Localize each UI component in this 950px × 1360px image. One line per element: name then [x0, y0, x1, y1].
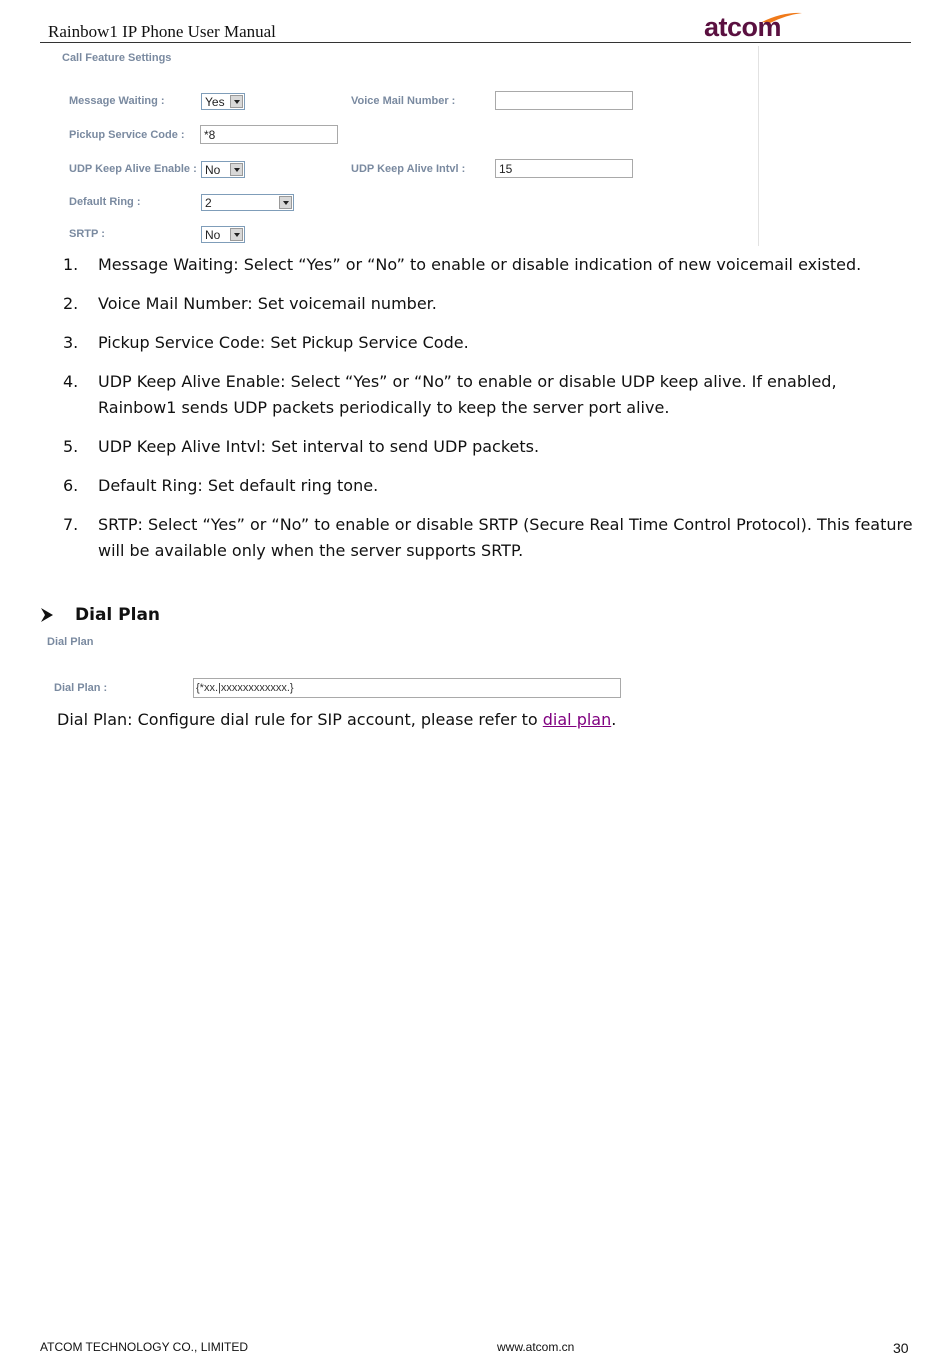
default-ring-select[interactable] [201, 194, 294, 211]
srtp-select[interactable] [201, 226, 245, 243]
message-waiting-select[interactable] [201, 93, 245, 110]
message-waiting-value: Yes [205, 95, 225, 109]
logo-text: atcom [704, 12, 782, 42]
list-item-number: 1. [63, 255, 79, 274]
default-ring-label: Default Ring : [69, 196, 141, 208]
default-ring-value: 2 [205, 196, 212, 210]
description-text: Dial Plan: Configure dial rule for SIP account, please refer to [57, 710, 543, 729]
dial-plan-link[interactable]: dial plan [542, 710, 612, 729]
voice-mail-number-label: Voice Mail Number : [351, 95, 456, 107]
call-feature-settings-panel [40, 46, 759, 246]
list-item-number: 3. [63, 333, 79, 352]
list-item: Voice Mail Number: Set voicemail number. [98, 294, 437, 313]
dial-plan-label: Dial Plan : [54, 682, 108, 694]
page-number: 30 [893, 1340, 909, 1356]
chevron-down-icon[interactable] [279, 196, 292, 209]
header-divider [40, 42, 911, 43]
udp-keep-alive-enable-select[interactable] [201, 161, 245, 178]
srtp-label: SRTP : [69, 228, 105, 240]
dial-plan-input[interactable]: {*xx.|xxxxxxxxxxxx.} [193, 678, 621, 698]
pickup-service-code-label: Pickup Service Code : [69, 129, 185, 141]
chevron-down-icon[interactable] [230, 163, 243, 176]
list-item: Message Waiting: Select “Yes” or “No” to enable or disable indication of new voicemail existed. [98, 255, 862, 274]
dial-plan-panel-title: Dial Plan [47, 636, 94, 648]
list-item: UDP Keep Alive Enable: Select “Yes” or “No” to enable or disable UDP keep alive. If enabled, Rainbow1 sends UDP packets periodically to keep the server port alive. [98, 372, 837, 417]
list-item-number: 6. [63, 476, 79, 495]
list-item-number: 2. [63, 294, 79, 313]
list-item: Pickup Service Code: Set Pickup Service Code. [98, 333, 469, 352]
udp-keep-alive-intvl-input[interactable]: 15 [495, 159, 633, 178]
list-item: UDP Keep Alive Intvl: Set interval to send UDP packets. [98, 437, 540, 456]
udp-keep-alive-enable-value: No [205, 163, 221, 177]
section-heading: Dial Plan [75, 605, 161, 625]
chevron-down-icon[interactable] [230, 95, 243, 108]
list-item-number: 5. [63, 437, 79, 456]
document-title: Rainbow1 IP Phone User Manual [48, 22, 276, 41]
list-item-number: 4. [63, 372, 79, 391]
atcom-logo [700, 10, 810, 42]
panel-title: Call Feature Settings [62, 52, 172, 64]
list-item-number: 7. [63, 515, 79, 534]
arrowhead-bullet-icon [40, 606, 54, 624]
srtp-value: No [205, 228, 221, 242]
chevron-down-icon[interactable] [230, 228, 243, 241]
voice-mail-number-input[interactable] [495, 91, 633, 110]
list-item: Default Ring: Set default ring tone. [98, 476, 379, 495]
message-waiting-label: Message Waiting : [69, 95, 165, 107]
footer-website[interactable]: www.atcom.cn [497, 1340, 575, 1354]
udp-keep-alive-intvl-label: UDP Keep Alive Intvl : [351, 163, 466, 175]
description-suffix: . [611, 710, 617, 729]
dial-plan-description [57, 709, 616, 731]
pickup-service-code-input[interactable]: *8 [200, 125, 338, 144]
list-item: SRTP: Select “Yes” or “No” to enable or disable SRTP (Secure Real Time Control Protocol). This feature will be available only when the server supports SRTP. [98, 515, 913, 560]
udp-keep-alive-enable-label: UDP Keep Alive Enable : [69, 163, 197, 175]
footer-company: ATCOM TECHNOLOGY CO., LIMITED [40, 1340, 249, 1354]
